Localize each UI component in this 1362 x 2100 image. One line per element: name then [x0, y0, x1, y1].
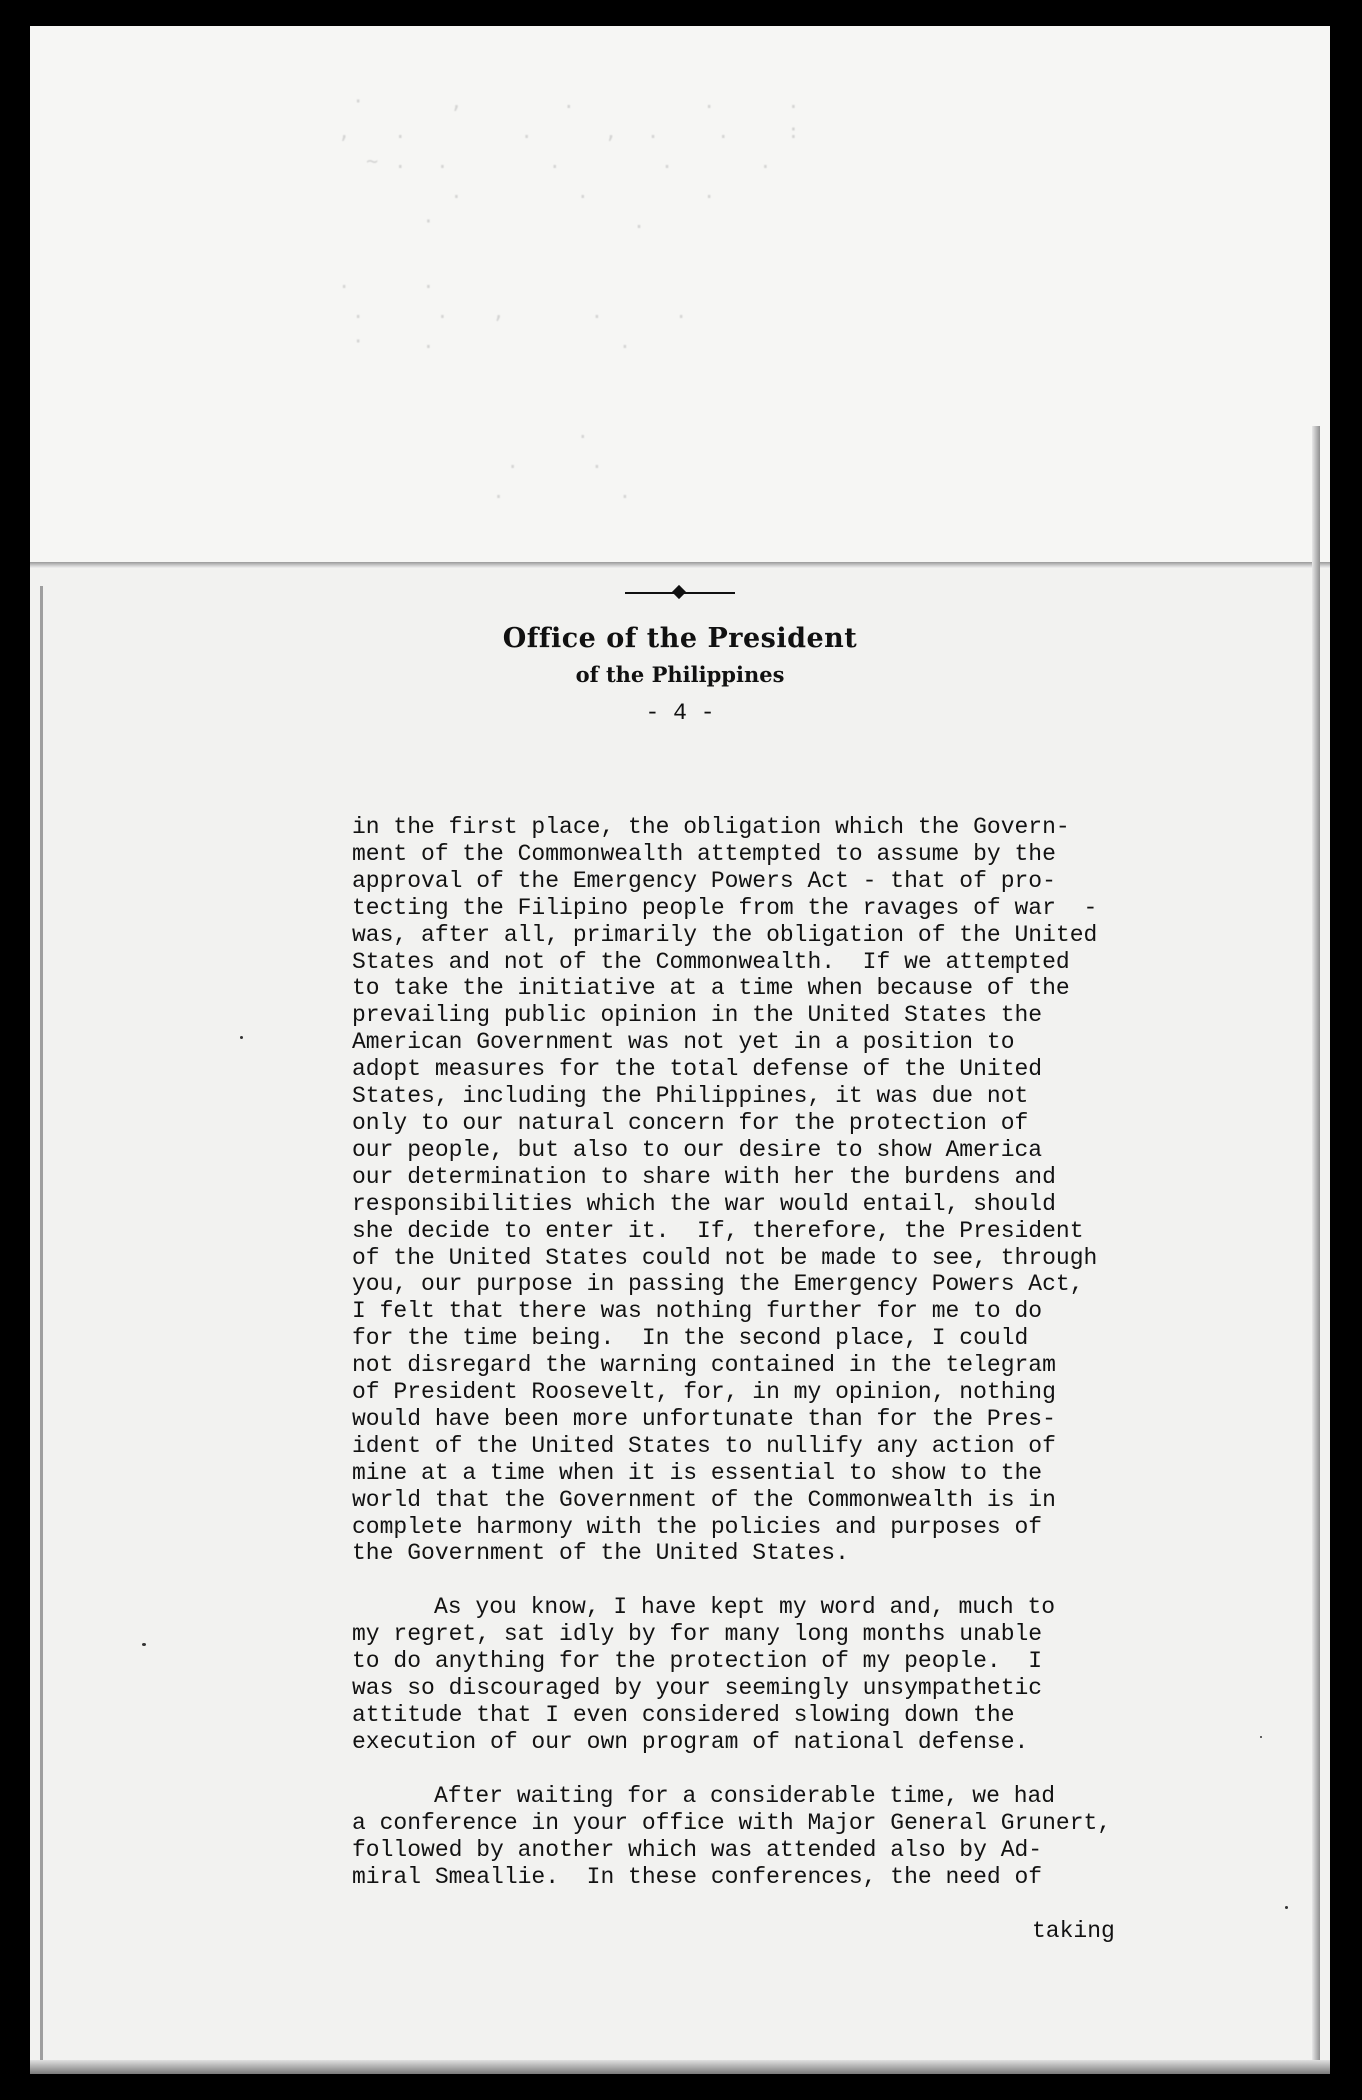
page-fold-edge	[30, 562, 1330, 568]
text-line: As you know, I have kept my word and, much to	[434, 1594, 1056, 1621]
catchword: taking	[1032, 1918, 1115, 1944]
text-line: to take the initiative at a time when because of the	[352, 975, 1070, 1002]
text-line: ment of the Commonwealth attempted to assume by the	[352, 840, 1056, 867]
text-line: world that the Government of the Commonwealth is in	[352, 1486, 1056, 1513]
text-line: adopt measures for the total defense of the United	[352, 1056, 1043, 1083]
paragraph	[352, 1783, 1252, 1891]
scan-speck	[1285, 1906, 1288, 1909]
text-line: of President Roosevelt, for, in my opinion, nothing	[352, 1379, 1056, 1406]
text-line: responsibilities which the war would entail, should	[352, 1190, 1056, 1217]
text-line: miral Smeallie. In these conferences, the need of	[352, 1863, 1043, 1890]
page-left-edge	[40, 586, 43, 2066]
text-line: of the United States could not be made to see, through	[352, 1244, 1098, 1271]
text-line: was so discouraged by your seemingly unsympathetic	[352, 1675, 1043, 1702]
text-line: approval of the Emergency Powers Act - that of pro-	[352, 867, 1056, 894]
scanned-document	[30, 26, 1330, 2074]
letterhead-ornament	[625, 586, 735, 600]
text-line: prevailing public opinion in the United States the	[352, 1002, 1043, 1029]
underlying-sheet	[30, 26, 1330, 566]
text-line: our people, but also to our desire to show America	[352, 1136, 1043, 1163]
text-line: a conference in your office with Major General Grunert,	[352, 1809, 1112, 1836]
text-line: to do anything for the protection of my people. I	[352, 1648, 1043, 1675]
text-line: execution of our own program of national defense.	[352, 1728, 1029, 1755]
text-line: attitude that I even considered slowing down the	[352, 1702, 1015, 1728]
text-line: only to our natural concern for the protection of	[352, 1109, 1029, 1136]
text-line: for the time being. In the second place, I could	[352, 1325, 1029, 1352]
letterhead-office: Office of the President	[502, 623, 858, 654]
text-line: would have been more unfortunate than for the Pres-	[352, 1405, 1056, 1432]
text-line: complete harmony with the policies and purposes of	[352, 1513, 1043, 1540]
text-line: States and not of the Commonwealth. If we attempted	[352, 948, 1070, 975]
text-line: she decide to enter it. If, therefore, the President	[352, 1217, 1084, 1244]
text-line: American Government was not yet in a position to	[352, 1029, 1015, 1056]
text-line: I felt that there was nothing further for me to do	[352, 1298, 1043, 1325]
text-line: the Government of the United States.	[352, 1540, 849, 1567]
text-line: followed by another which was attended also by Ad-	[352, 1836, 1043, 1863]
text-line: States, including the Philippines, it was due not	[352, 1083, 1029, 1110]
scan-speck	[240, 1036, 243, 1039]
page-bottom-edge	[30, 2060, 1330, 2074]
text-line: tecting the Filipino people from the ravages of war -	[352, 894, 1098, 921]
scan-speck	[142, 1643, 146, 1646]
page-number: - 4 -	[645, 700, 715, 726]
scan-speck	[1260, 1736, 1262, 1738]
text-line: mine at a time when it is essential to show to the	[352, 1459, 1043, 1486]
text-line: my regret, sat idly by for many long months unable	[352, 1621, 1043, 1648]
show-through-text: · , . . . , . . , . . : ~ . . . . . . . . · . . . . . , . . · . . . . . . .	[310, 89, 802, 503]
text-line: our determination to share with her the burdens and	[352, 1163, 1056, 1190]
letter-body	[352, 814, 1252, 1890]
text-line: in the first place, the obligation which the Govern-	[352, 814, 1070, 840]
text-line: After waiting for a considerable time, we had	[434, 1782, 1056, 1809]
letterhead-country: of the Philippines	[575, 662, 785, 687]
paragraph	[352, 814, 1252, 1567]
text-line: was, after all, primarily the obligation of the United	[352, 921, 1098, 948]
paragraph	[352, 1594, 1252, 1755]
text-line: you, our purpose in passing the Emergency Powers Act,	[352, 1271, 1084, 1298]
text-line: not disregard the warning contained in the telegram	[352, 1352, 1056, 1379]
text-line: ident of the United States to nullify any action of	[352, 1432, 1056, 1459]
letterhead	[30, 586, 1330, 728]
